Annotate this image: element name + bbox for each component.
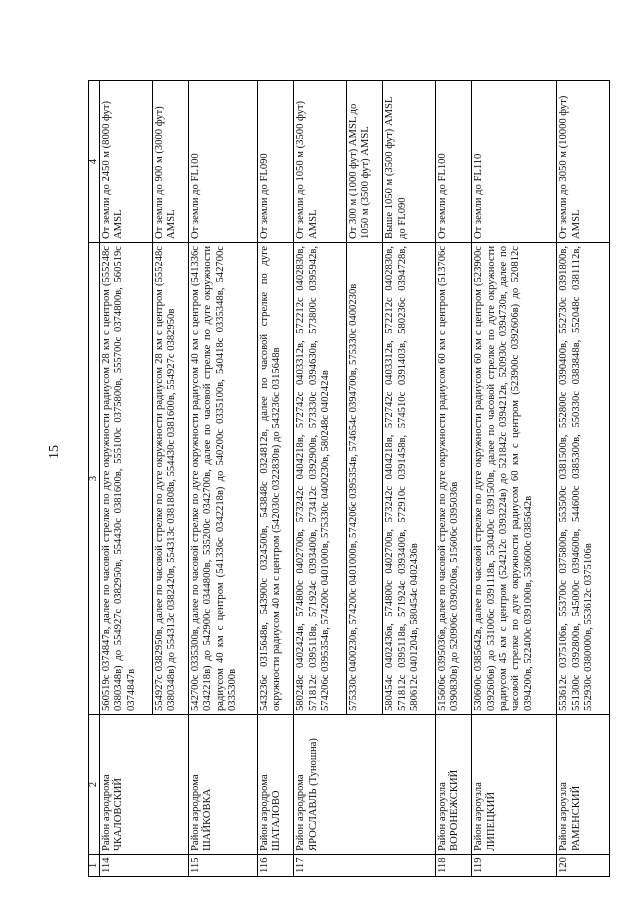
row-number: 117 bbox=[294, 855, 436, 877]
area-name: ШАТАЛОВО bbox=[271, 790, 283, 851]
table-row bbox=[472, 81, 557, 877]
altitude-cell: Выше 1050 м (3500 фут) AMSL до FL090 bbox=[383, 81, 436, 243]
altitude-cell: От земли до 1050 м (3500 фут) AMSL bbox=[294, 81, 347, 243]
altitude-cell: От 300 м (1000 фут) AMSL до 1050 м (3500 фут) AMSL bbox=[346, 81, 382, 243]
area-name: РАМЕНСКИЙ bbox=[570, 785, 582, 851]
row-number: 119 bbox=[472, 855, 557, 877]
area-name-cell bbox=[557, 715, 610, 855]
row-number: 120 bbox=[557, 855, 610, 877]
boundary-cell: 560519с 0374847в, далее по часовой стрелке по дуге окружности радиусом 28 км с центром (555248с 0380348в) до 554927с 0382950в, 554430с 0381600в, 555100с 0375800в, 555700с 0374800в, 560519с 0374847в bbox=[100, 243, 153, 715]
altitude-cell: От земли до FL100 bbox=[435, 81, 471, 243]
row-number: 118 bbox=[435, 855, 471, 877]
area-label: Район аэродрома bbox=[189, 774, 201, 851]
area-name: ЧКАЛОВСКИЙ bbox=[113, 778, 125, 851]
header-row bbox=[89, 81, 100, 877]
table-row bbox=[100, 81, 153, 877]
area-label: Район аэроузла bbox=[558, 782, 570, 851]
table-row bbox=[294, 81, 347, 877]
header-col-1: 1 bbox=[89, 855, 100, 877]
area-label: Район аэродрома bbox=[258, 774, 270, 851]
area-name-cell bbox=[472, 715, 557, 855]
boundary-cell: 580248с 0402424в, 574800с 0402700в, 573242с 0404218в, 572742с 0403312в, 572212с 0402830в, 571812с 0395118в, 571924с 0393400в, 573412с 0392900в, 573330с 0394630в, 573800с 0395942в, 574206с 0395354в, 574200с 0401000в, 575330с 0400230в, 580248с 0402424в bbox=[294, 243, 347, 715]
header-col-2: 2 bbox=[89, 715, 100, 855]
boundary-cell: 543236с 0315648в, 543900с 0324500в, 543848с 0324812в, далее по часовой стрелке по дуге окружности радиусом 40 км с центром (542030с 0322830в) до 543236с 0315648в bbox=[257, 243, 293, 715]
boundary-cell: 515606с 0395036в, далее по часовой стрелке по дуге окружности радиусом 60 км с центром (513706с 0390830в) до 520906с 0390206в, 515606с 0395036в bbox=[435, 243, 471, 715]
area-name-cell bbox=[100, 715, 189, 855]
page-number: 15 bbox=[47, 445, 62, 459]
table-row bbox=[557, 81, 610, 877]
boundary-cell: 580454с 0402436в, 574800с 0402700в, 573242с 0404218в, 572742с 0403312в, 572212с 0402830в, 571812с 0395118в, 571924с 0393400в, 572910с 0391458в, 574510с 0391403в, 580236с 0394728в, 580612с 0401204в, 580454с 0402436в bbox=[383, 243, 436, 715]
header-col-4: 4 bbox=[89, 81, 100, 243]
area-name-cell bbox=[435, 715, 471, 855]
table-row bbox=[435, 81, 471, 877]
boundary-cell: 575330с 0400230в, 574200с 0401000в, 574206с 0395354в, 574654с 0394700в, 575330с 0400230в bbox=[346, 243, 382, 715]
area-label: Район аэродрома bbox=[295, 774, 307, 851]
area-label: Район аэроузла bbox=[473, 782, 485, 851]
row-number: 114 bbox=[100, 855, 189, 877]
boundary-cell: 542700с 0335300в, далее по часовой стрелке по дуге окружности радиусом 40 км с центром (541336с 0342218в) до 542900с 0344800в, 535200с 0342700в, далее по часовой стрелке по дуге окружности радиусом 40 км с центром (541336с 0342218в) до 540200с 0335100в, 540418с 0335348в, 542700с 0335300в bbox=[188, 243, 257, 715]
airspace-table bbox=[88, 80, 610, 877]
area-label: Район аэродрома bbox=[101, 774, 112, 851]
boundary-cell: 554927с 0382950в, далее по часовой стрелке по дуге окружности радиусом 28 км с центром (555248с 0380348в) до 554313с 0382420в, 554313с 0381808в, 554430с 0381600в, 554927с 0382950в bbox=[152, 243, 188, 715]
table-row bbox=[257, 81, 293, 877]
header-col-3: 3 bbox=[89, 243, 100, 715]
area-name-cell bbox=[294, 715, 436, 855]
area-name: ВОРОНЕЖСКИЙ bbox=[449, 769, 461, 851]
row-number: 115 bbox=[188, 855, 257, 877]
area-name-cell bbox=[257, 715, 293, 855]
area-name: ШАЙКОВКА bbox=[202, 788, 214, 851]
altitude-cell: От земли до FL090 bbox=[257, 81, 293, 243]
row-number: 116 bbox=[257, 855, 293, 877]
area-name: ЯРОСЛАВЛЬ (Туношна) bbox=[307, 738, 319, 851]
rotated-table-container bbox=[88, 81, 610, 877]
area-label: Район аэроузла bbox=[436, 782, 448, 851]
boundary-cell: 553612с 0375106в, 553700с 0375800в, 553500с 0381500в, 552800с 0390400в, 552730с 0391800в, 551300с 0392800в, 545000с 0394600в, 544600с 0385300в, 550330с 0383848в, 552048с 0381112в, 552930с 0380000в, 553612с 0375106в bbox=[557, 243, 610, 715]
area-name: ЛИПЕЦКИЙ bbox=[485, 792, 497, 851]
altitude-cell: От земли до 900 м (3000 фут) AMSL bbox=[152, 81, 188, 243]
altitude-cell: От земли до 3050 м (10000 фут) AMSL bbox=[557, 81, 610, 243]
altitude-cell: От земли до FL100 bbox=[188, 81, 257, 243]
altitude-cell: От земли до FL110 bbox=[472, 81, 557, 243]
area-name-cell bbox=[188, 715, 257, 855]
table-row bbox=[188, 81, 257, 877]
altitude-cell: От земли до 2450 м (8000 фут) AMSL bbox=[100, 81, 153, 243]
boundary-cell: 530600с 0385642в, далее по часовой стрелке по дуге окружности радиусом 60 км с центром (523900с 0392606в) до 531006с 0391118в, 530400с 0391500в, далее по часовой стрелке по дуге окружности радиусом 45 км с центром (524212с 0393224в) до 521842с 0394212в, 520930с 0394730в, далее по часовой стрелке по дуге окружности радиусом 60 км с центром (523900с 0392606в) до 520812с 0394200в, 522400с 0391000в, 530600с 0385642в bbox=[472, 243, 557, 715]
